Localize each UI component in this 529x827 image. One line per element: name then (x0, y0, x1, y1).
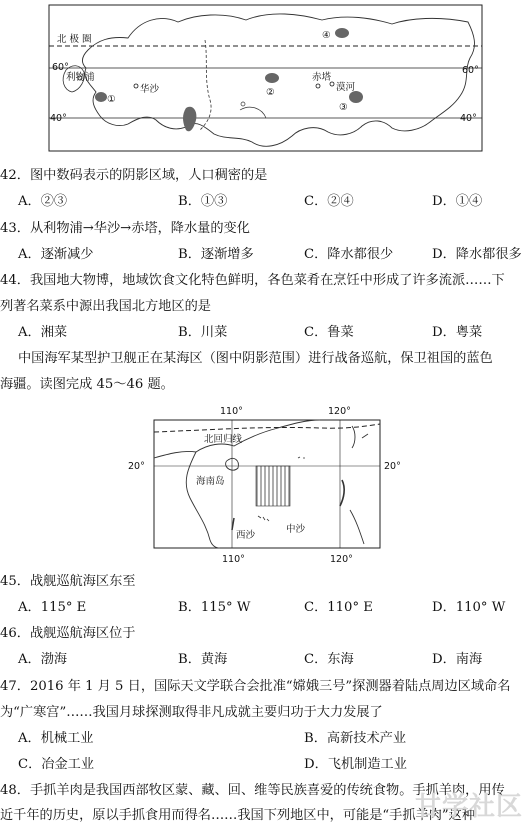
xisha-label: 西沙 (236, 530, 256, 541)
eurasia-map (0, 0, 529, 160)
q44-option-b[interactable]: B．川菜 (178, 325, 228, 340)
q43-option-a[interactable]: A．逐渐减少 (18, 247, 94, 262)
q42-option-c[interactable]: C．②④ (304, 194, 354, 209)
q42-option-b[interactable]: B．①③ (178, 194, 228, 209)
q46-option-c[interactable]: C．东海 (304, 652, 354, 667)
arctic-circle-label: 北 极 圈 (57, 34, 92, 45)
q45-stem: 45．战舰巡航海区东至 (0, 574, 136, 589)
q42-stem: 42．图中数码表示的阴影区域，人口稠密的是 (0, 168, 268, 183)
q43-option-c[interactable]: C．降水都很少 (304, 247, 394, 262)
q46-option-a[interactable]: A．渤海 (18, 652, 68, 667)
tropic-label: 北回归线 (204, 434, 243, 445)
area-2-label: ② (266, 87, 275, 98)
q45-option-c[interactable]: C．110° E (304, 600, 373, 615)
q44-option-d[interactable]: D．粤菜 (432, 325, 483, 340)
q48-stem-line1: 48．手抓羊肉是我国西部牧区蒙、藏、回、维等民族喜爱的传统食物。手抓羊肉，用传 (0, 783, 505, 798)
liverpool-label: 利物浦 (66, 72, 95, 83)
lon110-top-label: 110° (220, 406, 243, 417)
lat20-right-label: 20° (384, 461, 401, 472)
lat60-right-label: 60° (462, 65, 479, 76)
zhongsha-label: 中沙 (286, 524, 306, 535)
chita-label: 赤塔 (312, 72, 332, 83)
q42-option-a[interactable]: A．②③ (18, 194, 68, 209)
q43-option-b[interactable]: B．逐渐增多 (178, 247, 254, 262)
q44-option-c[interactable]: C．鲁菜 (304, 325, 354, 340)
lat40-right-label: 40° (460, 113, 477, 124)
lon110-bottom-label: 110° (222, 554, 245, 565)
q48-stem-line2: 近千年的历史，原以手抓食用而得名……我国下列地区中，可能是“手抓羊肉”这种 (0, 808, 476, 823)
q46-option-b[interactable]: B．黄海 (178, 652, 228, 667)
shaded-area-2 (265, 73, 279, 83)
q43-option-d[interactable]: D．降水都很多 (432, 247, 522, 262)
hainan-label: 海南岛 (196, 476, 225, 487)
q43-stem: 43．从利物浦→华沙→赤塔，降水量的变化 (0, 221, 250, 236)
watermark: 甘学社区 (414, 792, 523, 822)
area-1-label: ① (107, 94, 116, 105)
south-china-sea-map (0, 398, 529, 566)
q44-option-a[interactable]: A．湘菜 (18, 325, 68, 340)
shaded-area-4 (335, 28, 349, 38)
q47-option-a[interactable]: A．机械工业 (18, 731, 94, 746)
shaded-area-1 (95, 92, 107, 102)
q46-stem: 46．战舰巡航海区位于 (0, 626, 136, 641)
q47-stem-line1: 47．2016 年 1 月 5 日，国际天文学联合会批准“嫦娥三号”探测器着陆点周边区域命名 (0, 679, 511, 694)
patrol-zone (256, 466, 290, 506)
intro-line1: 中国海军某型护卫舰正在某海区（图中阴影范围）进行战备巡航，保卫祖国的蓝色 (18, 351, 493, 366)
area-4-label: ④ (322, 30, 331, 41)
q47-stem-line2: 为“广寒宫”……我国月球探测取得非凡成就主要归功于大力发展了 (0, 705, 383, 720)
mohe-label: 漠河 (336, 82, 356, 93)
lon120-top-label: 120° (328, 406, 351, 417)
q45-option-b[interactable]: B．115° W (178, 600, 251, 615)
intro-line2: 海疆。读图完成 45～46 题。 (0, 377, 174, 392)
lat60-left-label: 60° (52, 62, 69, 73)
chita-point (316, 84, 320, 88)
q44-stem-line2: 列著名菜系中源出我国北方地区的是 (0, 299, 211, 314)
lat40-left-label: 40° (50, 113, 67, 124)
lat20-left-label: 20° (128, 461, 145, 472)
q44-stem-line1: 44．我国地大物博，地域饮食文化特色鲜明，各色菜肴在烹饪中形成了许多流派……下 (0, 273, 505, 288)
q45-option-a[interactable]: A．115° E (18, 600, 87, 615)
q46-option-d[interactable]: D．南海 (432, 652, 483, 667)
warsaw-label: 华沙 (140, 84, 160, 95)
q45-option-d[interactable]: D．110° W (432, 600, 506, 615)
q47-option-d[interactable]: D．飞机制造工业 (304, 757, 407, 772)
q42-option-d[interactable]: D．①④ (432, 194, 483, 209)
area-3-label: ③ (339, 102, 348, 113)
lon120-bottom-label: 120° (330, 554, 353, 565)
q47-option-b[interactable]: B．高新技术产业 (304, 731, 407, 746)
q47-option-c[interactable]: C．冶金工业 (18, 757, 95, 772)
warsaw-point (134, 84, 138, 88)
